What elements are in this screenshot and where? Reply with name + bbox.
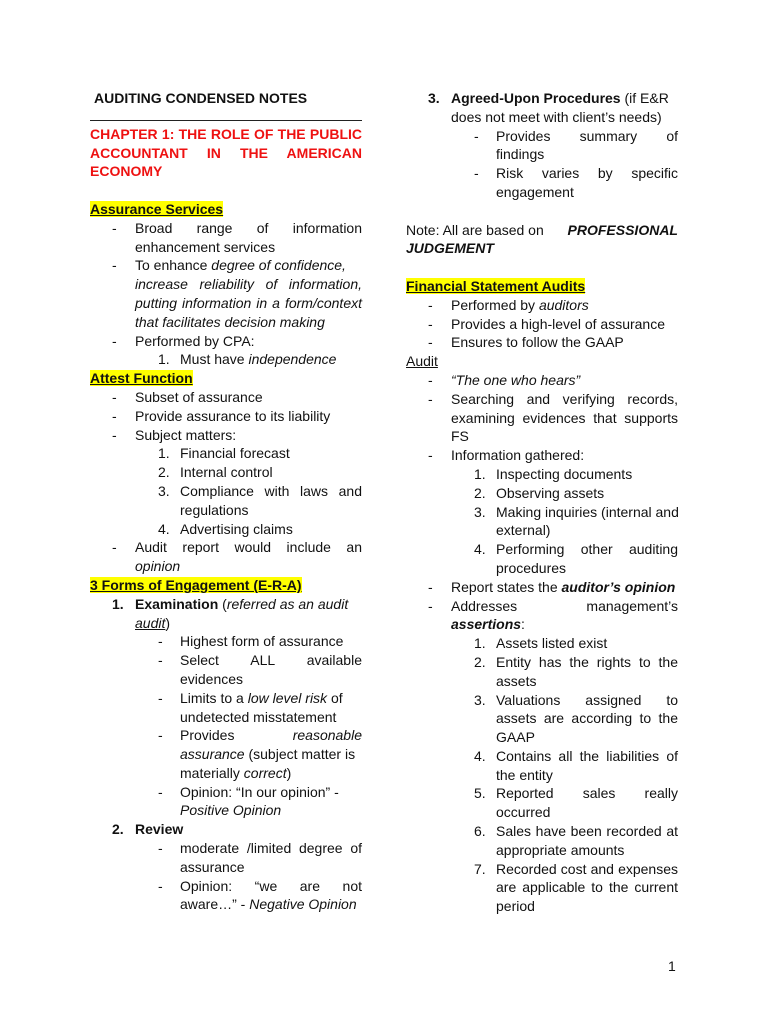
bullet-text: Addresses management’s: [451, 597, 678, 614]
bullet-text: Performed by: [451, 296, 539, 313]
bullet-text: that facilitates decision making: [135, 313, 325, 330]
bullet-text: does not meet with client’s needs): [451, 108, 662, 125]
list-item: Internal control: [180, 464, 273, 481]
sub-bullet: assurance: [180, 858, 245, 875]
title-divider: [90, 120, 362, 121]
sub-bullet: undetected misstatement: [180, 708, 337, 725]
bullet-text: Performed by CPA:: [135, 332, 255, 349]
right-column: 3. Agreed-Upon Procedures (if E&R does not meet with client’s needs) - Provides summary of findings - Risk varies by specific engagement Note: All are based on PROFESSIONAL JUDGEMENT Financial Statement Audits - Performed by auditors - Provides a high-level of assurance - Ensures to follow the GAAP Audit - “The one who hears” - Searching and verifying records, examining evidences that supports FS - Information gathered: 1. Inspecting documents 2. Observing assets 3. Making inquiries (internal and external) 4. Performing other auditing procedures - Report states the auditor’s opinion - Addresses management’s assertions: 1. Assets listed exist 2. Entity has the rights to the assets 3. Valuations assigned to assets are according to the GAAP 4. Contains all the liabilities of the entity 5. Reported sales really occurred 6. Sales have been recorded at appropriate amounts 7. Recorded cost and expenses are applicable to the current period: [406, 90, 679, 915]
sub-bullet: Negative Opinion: [249, 896, 357, 913]
assertion-item: the entity: [496, 766, 553, 783]
sub-bullet: Highest form of assurance: [180, 633, 344, 650]
bullet-text: Report states the: [451, 578, 562, 595]
sub-bullet: findings: [496, 146, 545, 163]
assertion-item: Contains all the liabilities of: [496, 747, 678, 764]
sub-bullet: Provides: [180, 727, 235, 744]
assertion-item: Sales have been recorded at: [496, 823, 678, 840]
sub-bullet: ): [286, 764, 292, 781]
sub-bullet: Opinion: “we are not: [180, 877, 362, 894]
bullet-text: opinion: [135, 558, 181, 575]
assertion-item: period: [496, 898, 535, 915]
bullet-text: Provides a high-level of assurance: [451, 315, 666, 332]
bullet-text: Broad range of information: [135, 219, 362, 236]
assurance-services-heading: Assurance Services: [90, 200, 224, 217]
note-emphasis: PROFESSIONAL: [567, 221, 678, 238]
list-item: Inspecting documents: [496, 465, 633, 482]
bullet-text: assertions: [451, 616, 522, 633]
sub-bullet: aware…” -: [180, 896, 250, 913]
sub-bullet: of: [327, 689, 343, 706]
sub-bullet: Provides summary of: [496, 127, 678, 144]
bullet-text: Audit report would include an: [135, 539, 362, 556]
chapter-heading-line1: CHAPTER 1: THE ROLE OF THE PUBLIC: [90, 125, 362, 142]
bullet-text: auditor’s opinion: [561, 578, 676, 595]
bullet-text: FS: [451, 428, 469, 445]
list-item: Performing other auditing: [496, 541, 678, 558]
sub-bullet: Risk varies by specific: [496, 165, 678, 182]
assertion-item: GAAP: [496, 729, 535, 746]
page-number: 1: [668, 958, 676, 974]
sub-bullet: Limits to a: [180, 689, 248, 706]
assertion-item: Assets listed exist: [496, 635, 608, 652]
note-text: Note: All are based on: [406, 221, 544, 238]
bullet-text: Subject matters:: [135, 426, 237, 443]
chapter-heading-line2: ACCOUNTANT IN THE AMERICAN: [90, 144, 362, 161]
list-number: 3.: [428, 90, 440, 106]
bullet-text: “The one who hears”: [451, 371, 581, 388]
list-item: Making inquiries (internal and: [496, 503, 679, 520]
list-item: Compliance with laws and: [180, 482, 362, 499]
bullet-text: examining evidences that supports: [451, 409, 678, 426]
assertion-item: occurred: [496, 804, 551, 821]
bullet-text: To enhance: [135, 257, 212, 274]
financial-statement-audits-heading: Financial Statement Audits: [406, 277, 586, 294]
sub-bullet: reasonable: [292, 727, 362, 744]
sub-bullet: Opinion: “In our opinion” -: [180, 783, 339, 800]
list-item: external): [496, 522, 551, 539]
sub-bullet: engagement: [496, 183, 574, 200]
document-title: AUDITING CONDENSED NOTES: [94, 90, 308, 106]
list-item: Financial forecast: [180, 445, 290, 462]
sub-bullet: assurance: [180, 746, 245, 763]
paren: ): [165, 614, 171, 631]
bullet-text: auditors: [538, 296, 589, 313]
sub-bullet: Positive Opinion: [180, 802, 282, 819]
bullet-text: (if E&R: [620, 90, 669, 106]
chapter-heading-line3: ECONOMY: [90, 163, 163, 180]
assertion-item: appropriate amounts: [496, 841, 625, 858]
list-item: regulations: [180, 501, 249, 518]
bullet-text: Information gathered:: [451, 447, 585, 464]
agreed-upon-label: Agreed-Upon Procedures: [451, 90, 621, 106]
assertion-item: assets are according to the: [496, 710, 678, 727]
assertion-item: are applicable to the current: [496, 879, 678, 896]
bullet-text: putting information in a form/context: [135, 294, 362, 311]
sub-bullet: evidences: [180, 670, 244, 687]
assertion-item: Reported sales really: [496, 785, 678, 802]
sub-bullet: Select ALL available: [180, 652, 362, 669]
paren: (: [218, 595, 227, 612]
assertion-item: Valuations assigned to: [496, 691, 678, 708]
list-item: independence: [248, 351, 337, 368]
list-item: Advertising claims: [180, 520, 293, 537]
sub-bullet: low level risk: [247, 689, 328, 706]
bullet-text: Subset of assurance: [135, 388, 263, 405]
list-item: procedures: [496, 559, 567, 576]
attest-function-heading: Attest Function: [90, 370, 193, 387]
bullet-text: Ensures to follow the GAAP: [451, 334, 624, 351]
bullet-text: :: [521, 616, 525, 633]
bullet-text: enhancement services: [135, 238, 276, 255]
forms-of-engagement-heading: 3 Forms of Engagement (E-R-A): [90, 576, 302, 593]
sub-bullet: moderate /limited degree of: [180, 840, 362, 857]
sub-bullet: correct: [243, 764, 287, 781]
sub-bullet: materially: [180, 764, 244, 781]
list-item: Observing assets: [496, 484, 605, 501]
sub-bullet: (subject matter is: [244, 746, 356, 763]
list-item: Must have: [180, 351, 249, 368]
bullet-text: degree of confidence,: [211, 257, 346, 274]
bullet-text: increase reliability of information,: [135, 276, 362, 293]
left-column: AUDITING CONDENSED NOTES CHAPTER 1: THE ROLE OF THE PUBLIC ACCOUNTANT IN THE AMERICAN ECONOMY Assurance Services - Broad range of information enhancement services - To enhance degree of confidence, increase reliability of information, putting information in a form/context that facilitates decision making - Performed by CPA: 1. Must have independence Attest Function - Subset of assurance - Provide assurance to its liability - Subject matters: 1. Financial forecast 2. Internal control 3. Compliance with laws and regulations 4. Advertising claims - Audit report would include an opinion 3 Forms of Engagement (E-R-A) 1. Examination (referred as an audit audit) - Highest form of assurance - Select ALL available evidences - Limits to a low level risk of undetected misstatement - Provides reasonable assurance (subject matter is materially correct) - Opinion: “In our opinion” - Positive Opinion 2. Review - moderate /limited degree of assurance - Opinion: “we are not aware…” - Negative Opinion: [90, 90, 362, 913]
examination-label: Examination: [135, 595, 219, 612]
bullet-text: audit: [135, 614, 166, 631]
bullet-text: Searching and verifying records,: [451, 390, 678, 407]
note-emphasis: JUDGEMENT: [406, 240, 494, 257]
assertion-item: Entity has the rights to the: [496, 653, 678, 670]
bullet-text: Provide assurance to its liability: [135, 407, 331, 424]
review-label: Review: [135, 821, 184, 838]
audit-heading: Audit: [406, 353, 438, 370]
assertion-item: Recorded cost and expenses: [496, 860, 678, 877]
assertion-item: assets: [496, 672, 537, 689]
bullet-text: referred as an audit: [226, 595, 349, 612]
